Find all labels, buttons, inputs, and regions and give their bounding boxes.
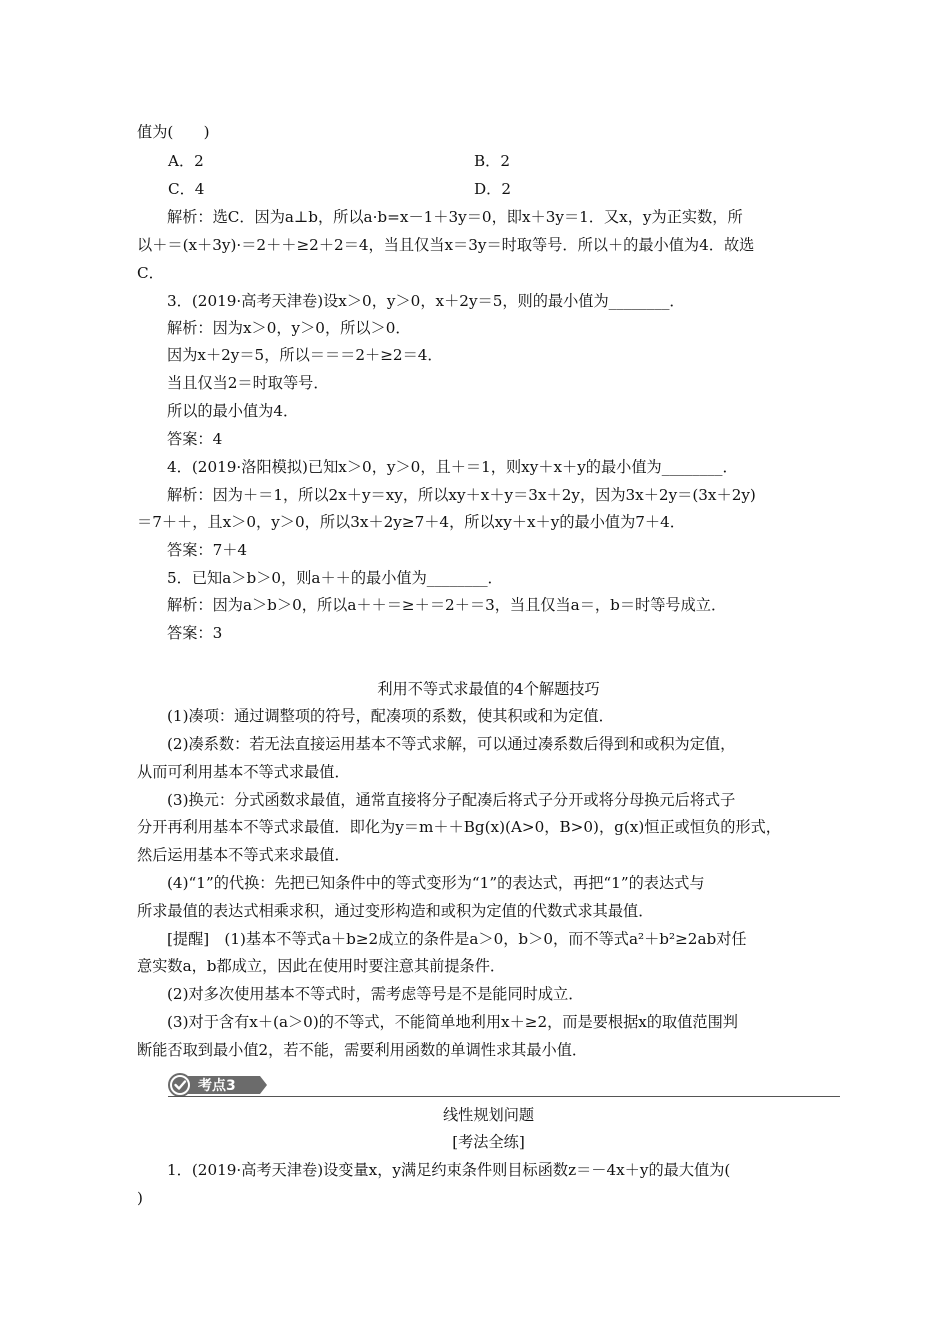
q2-tail: 值为( )	[137, 123, 210, 141]
q3-solution-line: 因为x＋2y＝5，所以＝＝＝2＋≥2＝4．	[167, 346, 443, 364]
tips-line: 分开再利用基本不等式求最值．即化为y＝m＋＋Bg(x)(A>0，B>0)，g(x)恒正或恒负的形式，	[137, 818, 781, 836]
q2-option-b: B．2	[474, 152, 511, 170]
tips-line: 所求最值的表达式相乘求积，通过变形构造和或积为定值的代数式求其最值．	[137, 902, 654, 920]
tips-line: 然后运用基本不等式来求最值．	[137, 846, 350, 864]
q4-stem: 4．(2019·洛阳模拟)已知x＞0，y＞0，且＋＝1，则xy＋x＋y的最小值为________．	[167, 458, 738, 476]
q3-solution-line: 解析：因为x＞0，y＞0，所以＞0．	[167, 319, 411, 337]
q4-solution-line: ＝7＋＋，且x＞0，y＞0，所以3x＋2y≥7＋4，所以xy＋x＋y的最小值为7＋4．	[137, 513, 685, 531]
reminder-line: 意实数a，b都成立，因此在使用时要注意其前提条件．	[137, 957, 506, 975]
section3-q1-stem: 1．(2019·高考天津卷)设变量x，y满足约束条件则目标函数z＝－4x＋y的最大值为(	[167, 1161, 731, 1179]
q2-solution-line: 以＋＝(x＋3y)·＝2＋＋≥2＋2＝4，当且仅当x＝3y＝时取等号．所以＋的最小值为4．故选	[137, 236, 755, 254]
q3-solution-line: 所以的最小值为4．	[167, 402, 299, 420]
reminder-line: (2)对多次使用基本不等式时，需考虑等号是不是能同时成立．	[167, 985, 584, 1003]
tips-line: (3)换元：分式函数求最值，通常直接将分子配凑后将式子分开或将分母换元后将式子	[167, 791, 736, 809]
reminder-line: [提醒] (1)基本不等式a＋b≥2成立的条件是a＞0，b＞0，而不等式a²＋b²≥2ab对任	[167, 930, 747, 948]
q2-option-d: D．2	[474, 180, 512, 198]
q4-answer: 答案：7＋4	[167, 541, 248, 559]
q3-answer: 答案：4	[167, 430, 223, 448]
section-badge-label: 考点3	[198, 1078, 236, 1094]
reminder-line: 断能否取到最小值2，若不能，需要利用函数的单调性求其最小值．	[137, 1041, 588, 1059]
q3-stem: 3．(2019·高考天津卷)设x＞0，y＞0，x＋2y＝5，则的最小值为________．	[167, 292, 685, 310]
tips-line: (2)凑系数：若无法直接运用基本不等式求解，可以通过凑系数后得到和或积为定值，	[167, 735, 736, 753]
reminder-line: (3)对于含有x＋(a＞0)的不等式，不能简单地利用x＋≥2，而是要根据x的取值范围判	[167, 1013, 738, 1031]
q2-solution-line: 解析：选C．因为a⊥b，所以a·b=x－1＋3y＝0，即x＋3y＝1．又x，y为正实数，所	[167, 208, 743, 226]
section-divider	[168, 1096, 840, 1097]
tips-line: (1)凑项：通过调整项的符号，配凑项的系数，使其积或和为定值．	[167, 707, 614, 725]
section-title: 线性规划问题	[442, 1106, 535, 1124]
tips-line: 从而可利用基本不等式求最值．	[137, 763, 350, 781]
q2-option-c: C．4	[168, 180, 205, 198]
q4-solution-line: 解析：因为＋＝1，所以2x＋y＝xy，所以xy＋x＋y＝3x＋2y，因为3x＋2y＝(3x＋2y)	[167, 486, 756, 504]
tips-title: 利用不等式求最值的4个解题技巧	[377, 680, 600, 698]
tips-line: (4)“1”的代换：先把已知条件中的等式变形为“1”的表达式，再把“1”的表达式与	[167, 874, 705, 892]
q5-answer: 答案：3	[167, 624, 223, 642]
section-subtitle: [考法全练]	[452, 1133, 525, 1151]
q2-solution-line: C．	[137, 264, 164, 282]
q2-option-a: A．2	[168, 152, 204, 170]
section3-q1-stem: )	[137, 1189, 143, 1207]
q5-solution-line: 解析：因为a＞b＞0，所以a＋＋＝≥＋＝2＋＝3，当且仅当a＝，b＝时等号成立．	[167, 596, 727, 614]
q3-solution-line: 当且仅当2＝时取等号．	[167, 374, 329, 392]
q5-stem: 5．已知a＞b＞0，则a＋＋的最小值为________．	[167, 569, 503, 587]
